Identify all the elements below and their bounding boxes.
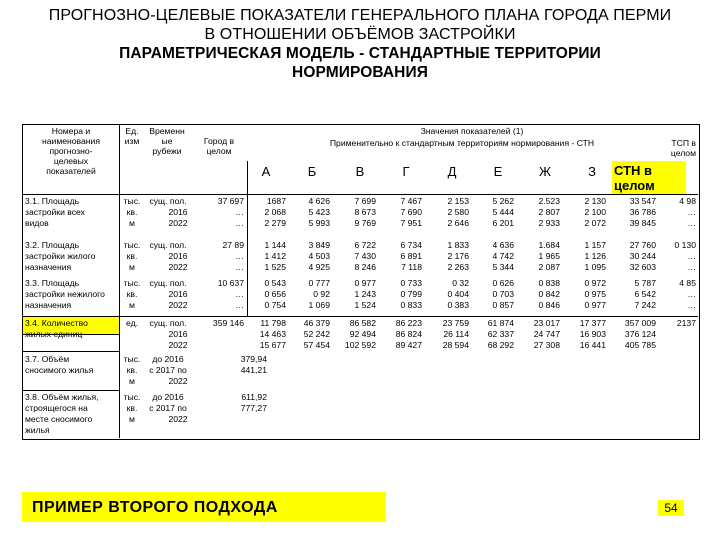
row-tsp: 4 98 [679,196,696,206]
row-value: 68 292 [487,340,514,350]
header-letter-5: Д [447,164,457,179]
row-value: 2 580 [447,207,469,217]
grid-line [22,194,698,195]
row-value: 7 467 [400,196,422,206]
row-time-label: 2022 [168,262,188,272]
title-line-2: В ОТНОШЕНИИ ОБЪЁМОВ ЗАСТРОЙКИ [204,26,516,43]
header-tsp [658,138,696,158]
header-tsp-line: ТСП в [671,138,696,148]
row-value: 0 733 [400,278,422,288]
row-value: 23 759 [442,318,469,328]
row-city-value: … [235,289,244,299]
footer-banner [22,492,386,522]
row-name-line: назначения [25,262,72,272]
row-tsp: … [687,300,696,310]
header-city-line: целом [206,146,232,156]
row-name-line: 3.4. Количество [25,318,88,328]
row-value: 2 933 [538,218,560,228]
row-time-label: до 2016 [152,392,184,402]
row-value: 0 777 [308,278,330,288]
row-time-label: сущ. пол. [149,318,187,328]
row-value: 2 263 [447,262,469,272]
header-letter-7: Ж [538,164,551,179]
row-value: 6 734 [400,240,422,250]
row-name-line: 3.8. Объём жилья, [25,392,99,402]
header-time-line: Временн [149,126,185,136]
row-value: 7 118 [401,262,422,272]
row-unit-line: ед. [126,318,138,328]
row-value: 28 594 [442,340,469,350]
row-stn-total: 6 542 [634,289,656,299]
row-value: 46 379 [303,318,330,328]
row-value: 5 423 [308,207,330,217]
row-value: 1 965 [538,251,560,261]
row-value: 2 807 [538,207,560,217]
row-unit-line: м [129,300,135,310]
row-value: 1.684 [538,240,560,250]
row-tsp: 2137 [676,318,696,328]
row-unit-line: м [129,218,135,228]
row-name-line: жилых единиц [25,329,83,339]
slide-title [0,6,720,82]
row-unit-line: кв. [126,251,138,261]
row-value: 27 308 [533,340,560,350]
header-city [194,136,244,156]
row-time-label: 2022 [168,414,188,424]
title-line-1: ПРОГНОЗНО-ЦЕЛЕВЫЕ ПОКАЗАТЕЛИ ГЕНЕРАЛЬНОГО ПЛАНА ГОРОДА ПЕРМИ [48,7,672,24]
row-city-value: 777,27 [240,403,267,413]
row-unit-line: тыс. [123,392,141,402]
row-stn-total: 33 547 [629,196,656,206]
row-value: 2 153 [447,196,469,206]
row-time-label: сущ. пол. [149,196,187,206]
row-value: 11 798 [260,318,286,328]
row-name-line: видов [25,218,49,228]
row-value: 102 592 [344,340,376,350]
row-stn-total: 376 124 [624,329,656,339]
header-tsp-line: целом [670,148,696,158]
indicators-table [22,124,700,440]
header-city-line: Город в [203,136,235,146]
row-value: 8 246 [354,262,376,272]
row-value: 0 975 [584,289,606,299]
row-value: 4 742 [492,251,514,261]
row-tsp: … [687,207,696,217]
row-value: 52 242 [303,329,330,339]
row-name-line: сносимого жилья [25,365,94,375]
row-stn-total: 5 787 [634,278,656,288]
row-value: 0 626 [492,278,514,288]
row-value: 6 891 [400,251,422,261]
row-value: 0 833 [400,300,422,310]
row-name-line: застройки всех [25,207,85,217]
row-value: 1 095 [584,262,606,272]
row-value: 5 993 [308,218,330,228]
header-stn-total-line: СТН в [614,163,652,178]
row-value: 2.523 [538,196,560,206]
row-value: 2 072 [584,218,606,228]
row-value: 7 951 [400,218,422,228]
row-unit-line: кв. [126,403,138,413]
row-unit-line: м [129,414,135,424]
row-unit-line: кв. [126,289,138,299]
row-tsp: 4 85 [679,278,696,288]
row-stn-total: 36 786 [629,207,656,217]
row-name-line: назначения [25,300,72,310]
header-letter-8: З [588,164,596,179]
row-value: 1 412 [264,251,286,261]
row-time-label: до 2016 [152,354,184,364]
header-unit-line: изм [124,136,140,146]
row-value: 5 262 [492,196,514,206]
row-value: 0 977 [354,278,376,288]
row-value: 4 626 [308,196,330,206]
row-value: 14 463 [259,329,286,339]
row-value: 0 977 [584,300,606,310]
row-name-line: застройки нежилого [25,289,105,299]
header-stn-title: Применительно к стандартным территориям нормирования - СТН [329,138,595,148]
header-name-line: целевых [53,156,89,166]
row-value: 7 690 [400,207,422,217]
header-time [143,126,191,156]
header-letter-2: Б [307,164,317,179]
row-time-label: 2022 [168,376,188,386]
row-stn-total: 32 603 [629,262,656,272]
row-name-line: 3.1. Площадь [25,196,80,206]
row-value: 0 703 [492,289,514,299]
row-value: 0 838 [538,278,560,288]
page-number: 54 [658,500,684,516]
row-city-value: 27 89 [222,240,244,250]
row-value: 1 069 [308,300,330,310]
row-unit-line: тыс. [123,240,141,250]
row-tsp: … [687,262,696,272]
row-tsp: … [687,218,696,228]
row-value: 23 017 [533,318,560,328]
row-tsp: 0 130 [674,240,696,250]
row-value: 4 503 [308,251,330,261]
header-letter-3: В [355,164,365,179]
row-value: 0 656 [264,289,286,299]
row-time-label: сущ. пол. [149,278,187,288]
row-time-label: 2022 [168,218,188,228]
row-value: 1 243 [354,289,376,299]
row-value: 8 673 [354,207,376,217]
title-line-3: ПАРАМЕТРИЧЕСКАЯ МОДЕЛЬ - СТАНДАРТНЫЕ ТЕРРИТОРИИ [119,45,601,62]
row-value: 2 100 [584,207,606,217]
header-letter-6: Е [493,164,503,179]
row-value: 17 377 [579,318,606,328]
header-unit [119,126,145,146]
row-city-value: … [235,251,244,261]
row-value: 7 430 [354,251,376,261]
row-value: 0 404 [447,289,469,299]
row-value: 6 201 [492,218,514,228]
row-time-label: 2016 [168,329,188,339]
row-city-value: … [235,262,244,272]
row-unit-line: тыс. [123,278,141,288]
row-value: 0 857 [492,300,514,310]
row-value: 2 279 [264,218,286,228]
row-name-line: 3.7. Объём [25,354,70,364]
row-value: 1687 [266,196,286,206]
header-stn-total [614,163,655,193]
row-value: 89 427 [395,340,422,350]
row-value: 62 337 [487,329,514,339]
row-stn-total: 357 009 [624,318,656,328]
row-time-label: 2016 [168,289,188,299]
row-time-label: 2016 [168,251,188,261]
row-value: 92 494 [349,329,376,339]
row-stn-total: 7 242 [634,300,656,310]
row-value: 1 144 [264,240,286,250]
row-value: 86 824 [395,329,422,339]
row-city-value: … [235,300,244,310]
row-value: 0 842 [538,289,560,299]
row-value: 6 722 [354,240,376,250]
row-value: 61 874 [487,318,514,328]
row-value: 16 441 [579,340,606,350]
row-value: 9 769 [354,218,376,228]
row-value: 1 524 [354,300,376,310]
row-value: 2 068 [264,207,286,217]
row-value: 0 543 [264,278,286,288]
header-values-title: Значения показателей (1) [420,126,524,136]
row-value: 0 383 [447,300,469,310]
row-unit-line: кв. [126,207,138,217]
row-value: 1 525 [264,262,286,272]
row-city-value: 37 697 [217,196,244,206]
row-stn-total: 30 244 [629,251,656,261]
row-value: 2 087 [538,262,560,272]
row-value: 0 92 [313,289,330,299]
header-name [26,126,116,176]
row-name-line: месте сносимого [25,414,93,424]
header-name-line: показателей [46,166,96,176]
row-value: 86 223 [395,318,422,328]
row-unit-line: кв. [126,365,138,375]
row-name-line: жилья [25,425,50,435]
row-value: 1 157 [584,240,606,250]
row-value: 2 646 [447,218,469,228]
row-value: 86 582 [349,318,376,328]
header-stn-total-line: целом [614,178,655,193]
row-value: 1 126 [584,251,606,261]
row-city-value: … [235,218,244,228]
row-name-line: 3.3. Площадь [25,278,80,288]
row-time-label: с 2017 по [149,365,187,375]
header-letter-4: Г [402,164,410,179]
row-value: 0 32 [452,278,469,288]
row-value: 3 849 [308,240,330,250]
row-value: 0 846 [538,300,560,310]
row-time-label: 2022 [168,300,188,310]
row-value: 2 176 [447,251,469,261]
row-city-value: 10 637 [217,278,244,288]
row-unit-line: м [129,376,135,386]
row-name-line: застройки жилого [25,251,96,261]
row-value: 24 747 [533,329,560,339]
row-value: 15 677 [259,340,286,350]
header-unit-line: Ед. [125,126,139,136]
title-line-4: НОРМИРОВАНИЯ [292,64,428,81]
row-city-value: 359 146 [212,318,244,328]
row-value: 4 925 [308,262,330,272]
header-name-line: прогнозно- [49,146,93,156]
row-city-value: 441,21 [240,365,267,375]
grid-line [22,390,119,391]
row-city-value: 379,94 [240,354,267,364]
row-value: 0 799 [400,289,422,299]
row-value: 26 114 [443,329,469,339]
row-value: 4 636 [492,240,514,250]
row-time-label: 2016 [168,207,188,217]
row-stn-total: 405 785 [624,340,656,350]
grid-line [22,316,698,317]
row-value: 0 754 [264,300,286,310]
row-city-value: 611,92 [241,392,267,402]
row-name-line: 3.2. Площадь [25,240,80,250]
row-value: 16 903 [579,329,606,339]
row-value: 0 972 [584,278,606,288]
header-name-line: наименования [42,136,100,146]
row-time-label: сущ. пол. [149,240,187,250]
row-unit-line: тыс. [123,354,141,364]
row-tsp: … [687,289,696,299]
footer-label: ПРИМЕР ВТОРОГО ПОДХОДА [32,499,278,516]
row-value: 2 130 [584,196,606,206]
row-unit-line: м [129,262,135,272]
header-name-line: Номера и [51,126,91,136]
row-tsp: … [687,251,696,261]
row-unit-line: тыс. [123,196,141,206]
row-time-label: с 2017 по [149,403,187,413]
row-value: 7 699 [354,196,376,206]
row-time-label: 2022 [168,340,188,350]
row-name-line: строящегося на [25,403,88,413]
row-value: 5 344 [492,262,514,272]
row-city-value: … [235,207,244,217]
row-value: 1 833 [447,240,469,250]
row-stn-total: 39 845 [629,218,656,228]
row-value: 57 454 [303,340,330,350]
header-time-line: рубежи [152,146,182,156]
row-stn-total: 27 760 [629,240,656,250]
row-value: 5 444 [492,207,514,217]
header-time-line: ые [161,136,173,146]
header-letter-1: А [261,164,271,179]
grid-line [22,351,119,352]
